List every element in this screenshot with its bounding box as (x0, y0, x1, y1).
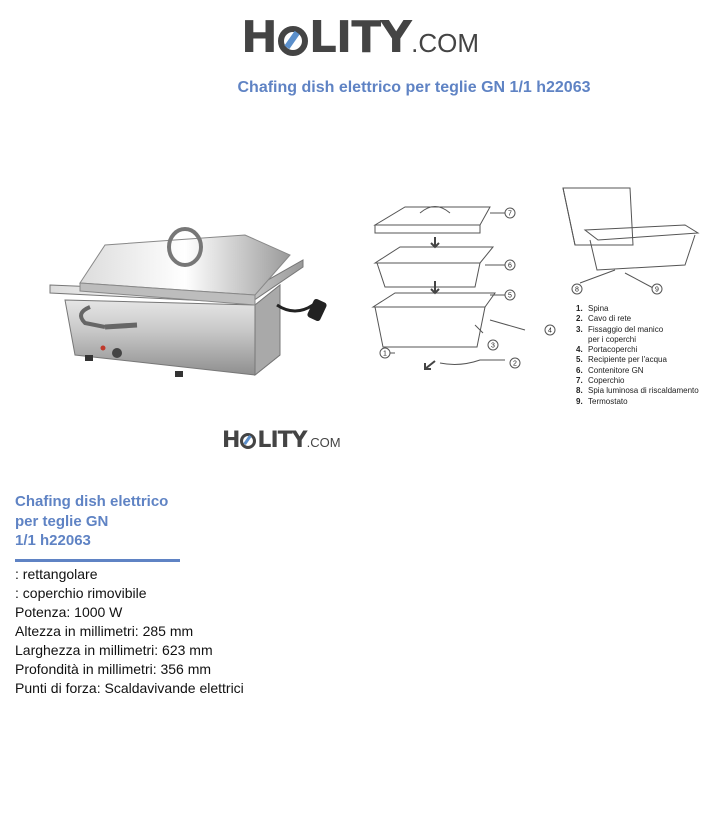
legend-item: 9. Termostato (576, 396, 628, 406)
spec-lid: : coperchio rimovibile (15, 585, 147, 601)
spec-list (15, 565, 244, 698)
logo-wordmark-small: H LITY.COM (222, 428, 341, 453)
legend-item: 2. Cavo di rete (576, 314, 632, 324)
legend-item: 6. Contenitore GN (576, 365, 644, 375)
logo-wordmark: H LITY.COM (240, 12, 479, 63)
callout-3: 3 (491, 342, 495, 350)
callout-7: 7 (508, 210, 512, 218)
product-title (15, 492, 180, 562)
page-title: Chafing dish elettrico per teglie GN 1/1 h22063 (237, 79, 591, 96)
legend-item: 5. Recipiente per l'acqua (576, 355, 667, 365)
diagram-legend (576, 304, 699, 407)
spec-height: Altezza in millimetri: 285 mm (15, 623, 194, 639)
legend-item: 7. Coperchio (576, 376, 625, 386)
legend-item: 3. Fissaggio del manico (576, 324, 664, 334)
chafing-dish-photo (45, 205, 340, 385)
logo-o-icon (240, 433, 256, 449)
legend-item: 1. Spina (576, 304, 609, 313)
title-line: 1/1 h22063 (15, 532, 91, 549)
callout-9: 9 (655, 286, 659, 294)
legend-item: 8. Spia luminosa di riscaldamento (576, 386, 699, 396)
legend-item: 4. Portacoperchi (576, 345, 638, 355)
title-line: per teglie GN (15, 512, 109, 530)
spec-shape: : rettangolare (15, 566, 98, 582)
holity-logo[interactable] (0, 12, 720, 63)
spec-depth: Profondità in millimetri: 356 mm (15, 661, 212, 677)
spec-power: Potenza: 1000 W (15, 604, 123, 620)
legend-item: per i coperchi (588, 334, 637, 344)
title-line: Chafing dish elettrico (15, 493, 169, 510)
spec-strengths: Punti di forza: Scaldavivande elettrici (15, 680, 244, 696)
callout-1: 1 (383, 350, 387, 358)
logo-o-icon (278, 26, 308, 56)
spec-width: Larghezza in millimetri: 623 mm (15, 642, 213, 658)
callout-6: 6 (508, 262, 512, 270)
callout-4: 4 (548, 327, 552, 335)
callout-2: 2 (513, 360, 517, 368)
callout-8: 8 (575, 286, 579, 294)
holity-logo-small (222, 428, 341, 453)
callout-5: 5 (508, 292, 512, 300)
